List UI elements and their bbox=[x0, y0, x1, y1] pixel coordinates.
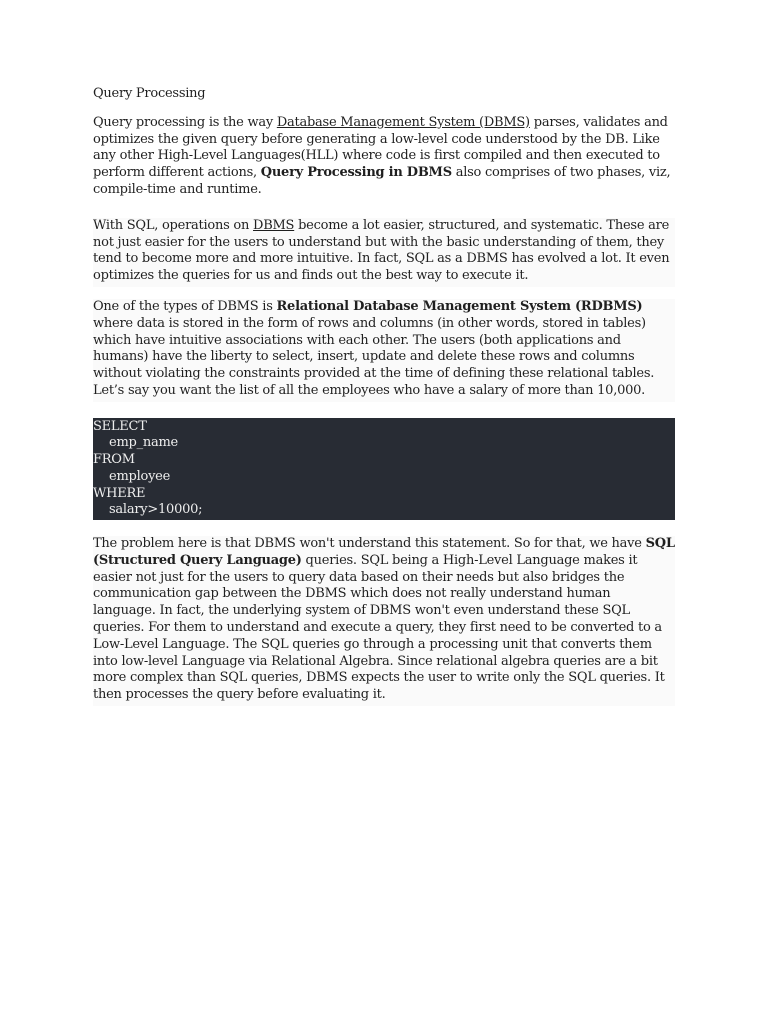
rdbms-paragraph bbox=[93, 299, 675, 402]
dbms-short-link[interactable]: DBMS bbox=[253, 217, 295, 233]
code-line: salary>10000; bbox=[109, 502, 203, 518]
sql-text-2: become a lot easier, structured, and systematic. These are not just easier for the users to understand but with the basic understanding of them, they tend to become more and more intuitive. In fact, SQL as a DBMS has evolved a lot. It even optimizes the queries for us and finds out the best way to execute it. bbox=[93, 217, 670, 284]
sql-text-1: With SQL, operations on bbox=[93, 217, 254, 233]
problem-paragraph bbox=[93, 536, 675, 706]
code-block bbox=[93, 418, 675, 520]
rdbms-text-2: where data is stored in the form of rows and columns (in other words, stored in tables) which have intuitive associations with each other. The users (both applications and humans) have the liberty to select, insert, update and delete these rows and columns without violating the constraints provided at the time of defining these relational tables. Let’s say you want the list of all the employees who have a salary of more than 10,000. bbox=[93, 315, 655, 398]
intro-text-2: parses, validates and optimizes the given query before generating a low-level code understood by the DB. Like any other High-Level Languages(HLL) where code is first compiled and then executed to perform different actions, bbox=[93, 114, 668, 181]
code-line: FROM bbox=[93, 452, 135, 468]
code-line: emp_name bbox=[109, 435, 178, 451]
rdbms-text-1: One of the types of DBMS is bbox=[93, 298, 277, 314]
sql-paragraph bbox=[93, 218, 675, 287]
problem-text-2: queries. SQL being a High-Level Language makes it easier not just for the users to query data based on their needs but also bridges the communication gap between the DBMS which does not really understand human language. In fact, the underlying system of DBMS won't even understand these SQL queries. For them to understand and execute a query, they first need to be converted to a Low-Level Language. The SQL queries go through a processing unit that converts them into low-level Language via Relational Algebra. Since relational algebra queries are a bit more complex than SQL queries, DBMS expects the user to write only the SQL queries. It then processes the query before evaluating it. bbox=[93, 552, 665, 703]
dbms-link[interactable]: Database Management System (DBMS) bbox=[276, 114, 530, 130]
code-line: SELECT bbox=[93, 418, 147, 434]
intro-text-3: also comprises of two phases, viz, compile-time and runtime. bbox=[93, 165, 671, 197]
rdbms-bold: Relational Database Management System (RDBMS) bbox=[276, 298, 643, 314]
intro-paragraph bbox=[93, 115, 675, 199]
problem-bold: SQL (Structured Query Language) bbox=[93, 535, 675, 568]
code-line: employee bbox=[109, 468, 171, 484]
intro-bold: Query Processing in DBMS bbox=[260, 165, 452, 181]
code-line: WHERE bbox=[93, 485, 146, 501]
document-title: Query Processing bbox=[93, 86, 206, 101]
problem-text-1: The problem here is that DBMS won't understand this statement. So for that, we have bbox=[93, 535, 646, 551]
document-page bbox=[93, 86, 675, 706]
intro-text-1: Query processing is the way bbox=[93, 114, 277, 130]
